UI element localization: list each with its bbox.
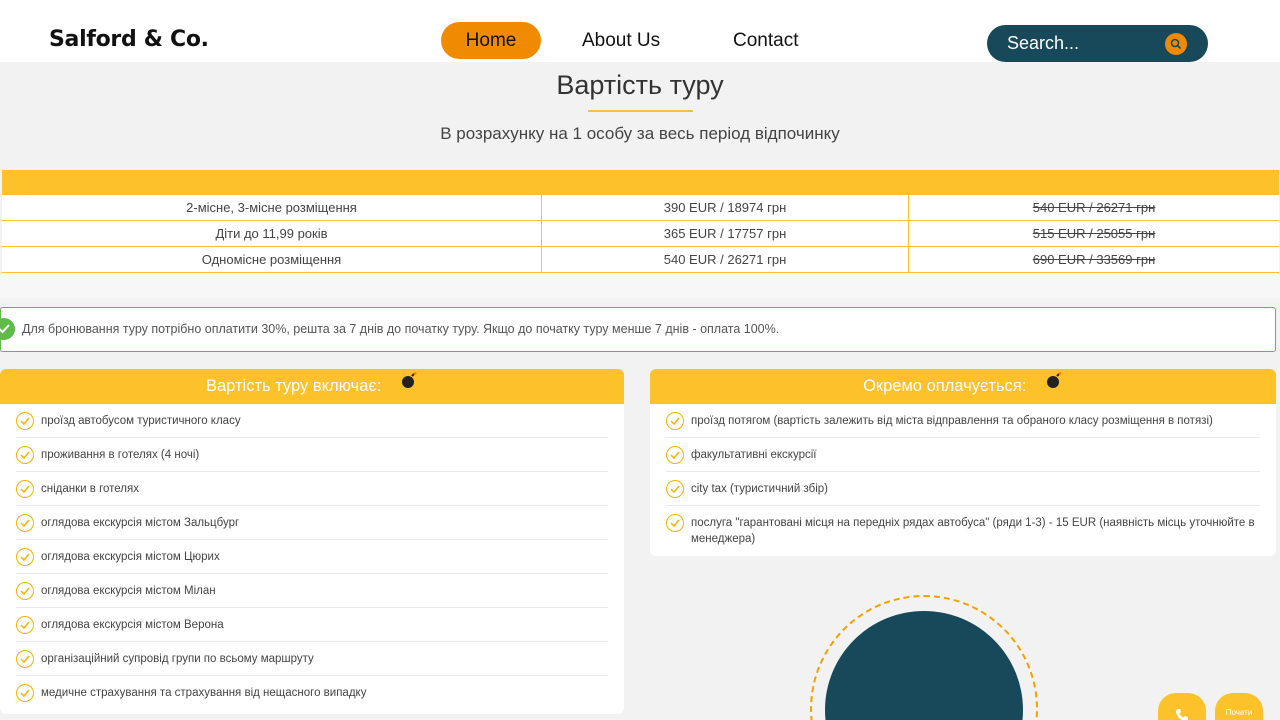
list-item-text: факультативні екскурсії: [691, 449, 817, 461]
list-item-text: проживання в готелях (4 ночі): [41, 449, 200, 461]
extra-card: [650, 369, 1276, 556]
list-item-text: послуга "гарантовані місця на передніх рядах автобуса" (ряди 1-3) - 15 EUR (наявність місць уточнюйте в менеджера): [691, 517, 1255, 545]
check-circle-icon: [0, 318, 15, 340]
check-circle-icon: [16, 650, 34, 668]
included-card-header: [0, 369, 624, 404]
phone-icon: [1174, 707, 1190, 720]
included-title: Вартість туру включає:: [205, 377, 382, 395]
list-item: [16, 438, 608, 472]
list-item-text: оглядова екскурсія містом Зальцбург: [41, 517, 240, 529]
list-item-text: організаційний супровід групи по всьому маршруту: [41, 653, 314, 665]
list-item-text: проїзд автобусом туристичного класу: [41, 415, 241, 427]
extra-list: [650, 404, 1276, 555]
title-underline: [588, 110, 693, 112]
price-table: [2, 170, 1279, 273]
row-label: 2-місне, 3-місне розміщення: [2, 195, 542, 220]
list-item: [16, 540, 608, 574]
search-input[interactable]: Search...: [1007, 33, 1080, 53]
check-circle-icon: [16, 514, 34, 532]
check-circle-icon: [16, 684, 34, 702]
check-circle-icon: [666, 514, 684, 532]
check-circle-icon: [16, 616, 34, 634]
row-old-price: 690 EUR / 33569 грн: [1032, 252, 1156, 267]
included-list: [0, 404, 624, 710]
page-subtitle: В розрахунку на 1 особу за весь період відпочинку: [440, 124, 840, 143]
list-item: [16, 676, 608, 710]
list-item-text: оглядова екскурсія містом Верона: [41, 619, 224, 631]
list-item-text: оглядова екскурсія містом Мілан: [41, 585, 216, 597]
table-background: [0, 272, 1280, 298]
bomb-icon: [400, 369, 418, 402]
row-old-price: 540 EUR / 26271 грн: [1032, 200, 1156, 215]
check-circle-icon: [16, 480, 34, 498]
row-label: Одномісне розміщення: [2, 247, 542, 272]
phone-button[interactable]: [1158, 693, 1206, 720]
table-row: [2, 247, 1279, 273]
nav-about-link[interactable]: About Us: [582, 30, 661, 51]
check-circle-icon: [666, 446, 684, 464]
list-item-text: проїзд потягом (вартість залежить від міста відправлення та обраного класу розміщення в потязі): [691, 415, 1213, 427]
search-icon[interactable]: [1165, 33, 1187, 55]
notice-text: Для бронювання туру потрібно оплатити 30%, решта за 7 днів до початку туру. Якщо до початку туру менше 7 днів - оплата 100%.: [22, 322, 780, 336]
price-table-header: [2, 170, 1279, 195]
check-circle-icon: [16, 582, 34, 600]
start-button[interactable]: Почати: [1215, 693, 1263, 720]
list-item: [16, 472, 608, 506]
check-circle-icon: [666, 412, 684, 430]
list-item: [16, 404, 608, 438]
list-item: [666, 438, 1260, 472]
row-price: 540 EUR / 26271 грн: [542, 247, 909, 272]
bomb-icon: [1045, 369, 1063, 402]
extra-title: Окремо оплачується:: [863, 377, 1027, 395]
extra-card-header: [650, 369, 1276, 404]
row-label: Діти до 11,99 років: [2, 221, 542, 246]
check-circle-icon: [666, 480, 684, 498]
list-item-text: оглядова екскурсія містом Цюрих: [41, 551, 220, 563]
list-item: [16, 506, 608, 540]
page-title: Вартість туру: [556, 70, 724, 100]
table-row: [2, 221, 1279, 247]
row-old-price: 515 EUR / 25055 грн: [1032, 226, 1156, 241]
included-card: [0, 369, 624, 714]
site-logo[interactable]: Salford & Co.: [49, 27, 209, 52]
list-item-text: сніданки в готелях: [41, 483, 139, 495]
site-header: [0, 0, 1280, 62]
nav-contact-link[interactable]: Contact: [733, 30, 799, 51]
row-price: 390 EUR / 18974 грн: [542, 195, 909, 220]
list-item-text: city tax (туристичний збір): [691, 483, 828, 495]
check-circle-icon: [16, 548, 34, 566]
nav-home-button[interactable]: Home: [441, 22, 541, 59]
table-row: [2, 195, 1279, 221]
booking-notice: [0, 307, 1276, 352]
search-box[interactable]: [987, 25, 1208, 62]
list-item: [16, 642, 608, 676]
row-price: 365 EUR / 17757 грн: [542, 221, 909, 246]
list-item: [666, 472, 1260, 506]
list-item: [666, 404, 1260, 438]
list-item: [16, 608, 608, 642]
check-circle-icon: [16, 446, 34, 464]
list-item: [16, 574, 608, 608]
list-item-text: медичне страхування та страхування від нещасного випадку: [41, 687, 367, 699]
check-circle-icon: [16, 412, 34, 430]
list-item: [666, 506, 1260, 555]
